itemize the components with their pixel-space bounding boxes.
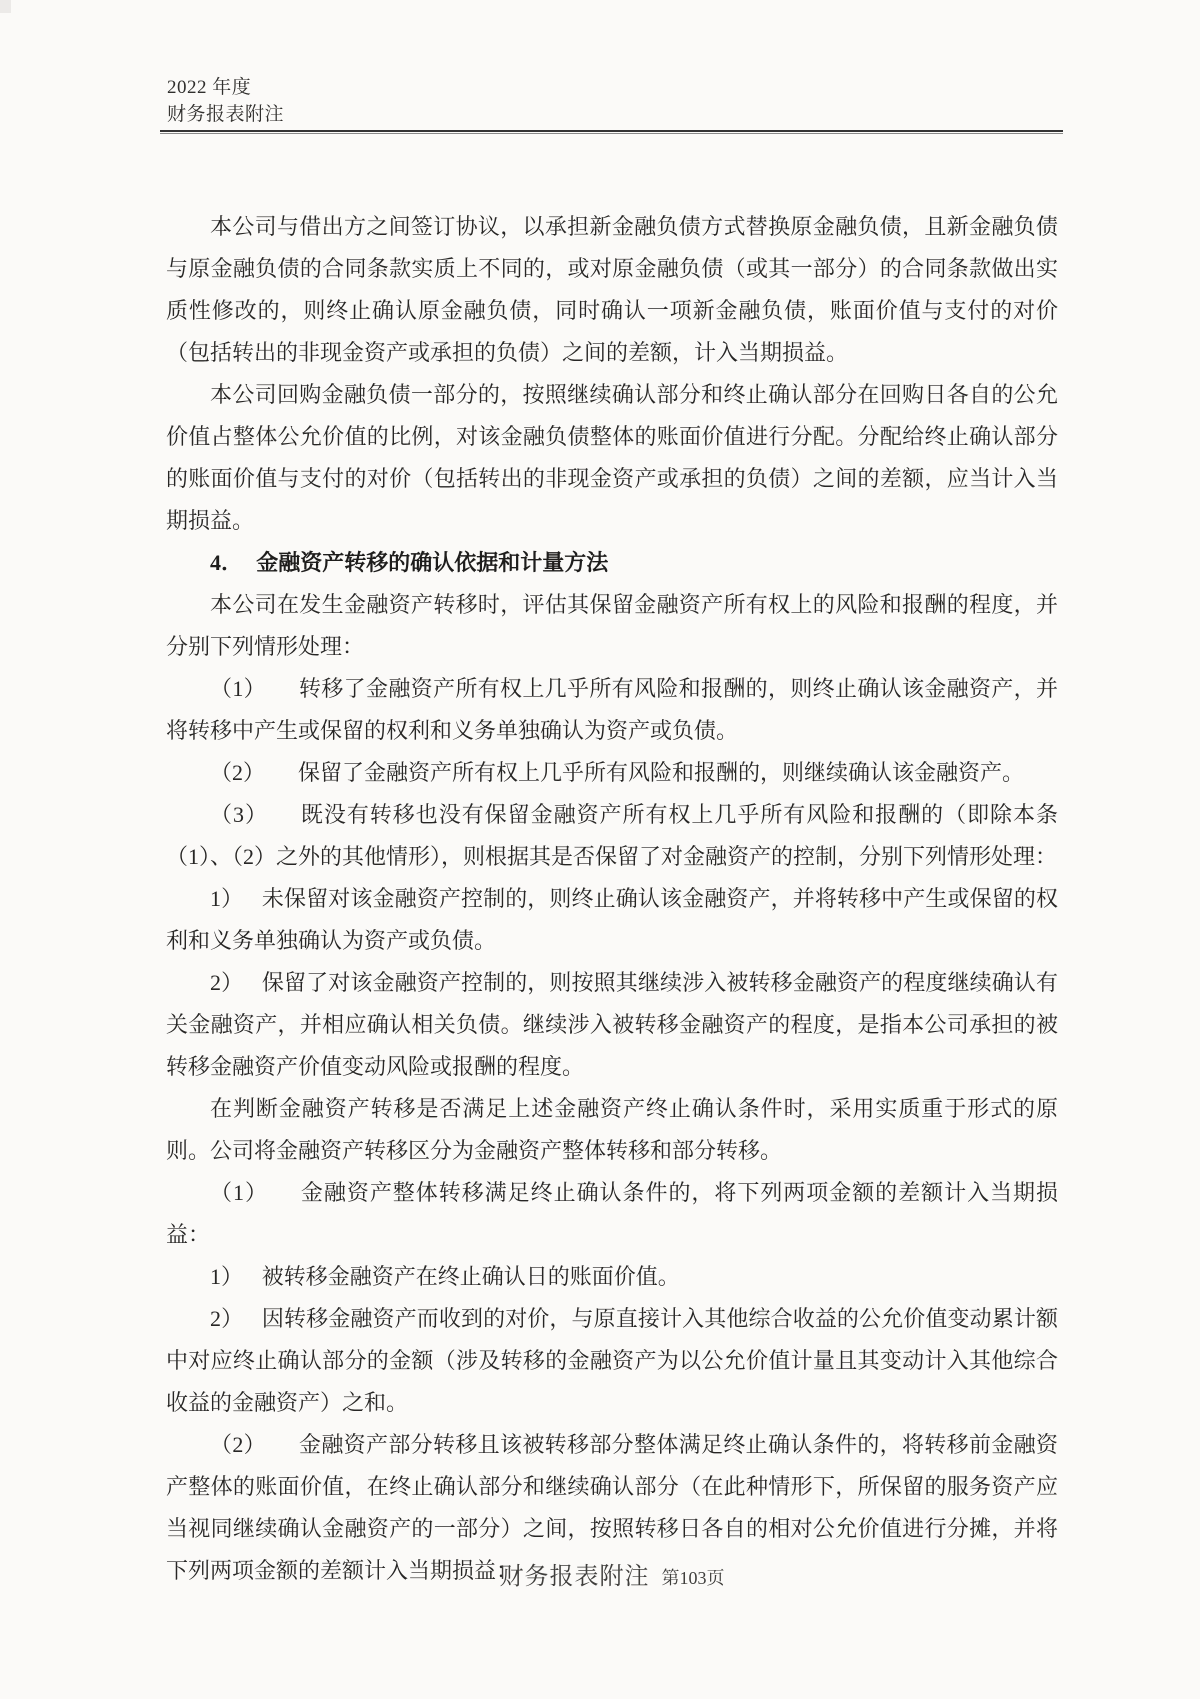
paragraph-label: 4． xyxy=(210,550,244,575)
paragraph-text: 在判断金融资产转移是否满足上述金融资产终止确认条件时，采用实质重于形式的原则。公司将金融资产转移区分为金融资产整体转移和部分转移。 xyxy=(166,1096,1058,1163)
paragraph xyxy=(166,374,1058,542)
paragraph xyxy=(166,878,1058,962)
paragraph-text: 既没有转移也没有保留金融资产所有权上几乎所有风险和报酬的（即除本条（1）、（2）之外的其他情形），则根据其是否保留了对金融资产的控制，分别下列情形处理： xyxy=(166,802,1058,869)
paragraph-text: 本公司回购金融负债一部分的，按照继续确认部分和终止确认部分在回购日各自的公允价值占整体公允价值的比例，对该金融负债整体的账面价值进行分配。分配给终止确认部分的账面价值与支付的对价（包括转出的非现金资产或承担的负债）之间的差额，应当计入当期损益。 xyxy=(166,382,1058,533)
header-title: 财务报表附注 xyxy=(167,104,285,125)
document-body xyxy=(166,206,1058,1592)
footer-doc-title: 财务报表附注 xyxy=(499,1564,650,1590)
paragraph-label: （1） xyxy=(210,1180,268,1205)
paragraph-label: 2） xyxy=(210,970,244,995)
paragraph xyxy=(166,1172,1058,1256)
paragraph-text: 保留了对该金融资产控制的，则按照其继续涉入被转移金融资产的程度继续确认有关金融资产，并相应确认相关负债。继续涉入被转移金融资产的程度，是指本公司承担的被转移金融资产价值变动风险或报酬的程度。 xyxy=(166,970,1058,1079)
paragraph xyxy=(166,1088,1058,1172)
paragraph-label: 2） xyxy=(210,1306,244,1331)
paragraph-text: 金融资产部分转移且该被转移部分整体满足终止确认条件的，将转移前金融资产整体的账面价值，在终止确认部分和继续确认部分（在此种情形下，所保留的服务资产应当视同继续确认金融资产的一部分）之间，按照转移日各自的相对公允价值进行分摊，并将下列两项金额的差额计入当期损益： xyxy=(166,1432,1058,1583)
paragraph-text: 保留了金融资产所有权上几乎所有风险和报酬的，则继续确认该金融资产。 xyxy=(298,760,1025,785)
section-heading xyxy=(166,542,1058,584)
paragraph xyxy=(166,794,1058,878)
header-year: 2022 年度 xyxy=(167,77,252,98)
paragraph xyxy=(166,584,1058,668)
paragraph-text: 金融资产整体转移满足终止确认条件的，将下列两项金额的差额计入当期损益： xyxy=(166,1180,1058,1247)
paragraph-label: （2） xyxy=(210,760,266,785)
paragraph-text: 本公司与借出方之间签订协议，以承担新金融负债方式替换原金融负债，且新金融负债与原金融负债的合同条款实质上不同的，或对原金融负债（或其一部分）的合同条款做出实质性修改的，则终止确认原金融负债，同时确认一项新金融负债，账面价值与支付的对价（包括转出的非现金资产或承担的负债）之间的差额，计入当期损益。 xyxy=(166,214,1058,365)
paragraph xyxy=(166,206,1058,374)
scan-artifact xyxy=(0,0,11,13)
page-header xyxy=(167,74,284,128)
paragraph-label: （2） xyxy=(210,1432,266,1457)
page-footer xyxy=(166,1556,1058,1591)
paragraph-text: 金融资产转移的确认依据和计量方法 xyxy=(256,550,609,575)
paragraph-text: 未保留对该金融资产控制的，则终止确认该金融资产，并将转移中产生或保留的权利和义务单独确认为资产或负债。 xyxy=(166,886,1058,953)
paragraph-label: （1） xyxy=(210,676,266,701)
paragraph-text: 转移了金融资产所有权上几乎所有风险和报酬的，则终止确认该金融资产，并将转移中产生或保留的权利和义务单独确认为资产或负债。 xyxy=(166,676,1058,743)
paragraph-text: 被转移金融资产在终止确认日的账面价值。 xyxy=(261,1264,680,1289)
paragraph-label: 1） xyxy=(210,1264,244,1289)
paragraph-label: （3） xyxy=(210,802,268,827)
paragraph xyxy=(166,668,1058,752)
header-divider xyxy=(160,130,1063,134)
paragraph xyxy=(166,1298,1058,1424)
footer-page-number: 第103页 xyxy=(661,1568,725,1588)
paragraph xyxy=(166,752,1058,794)
paragraph-text: 因转移金融资产而收到的对价，与原直接计入其他综合收益的公允价值变动累计额中对应终止确认部分的金额（涉及转移的金融资产为以公允价值计量且其变动计入其他综合收益的金融资产）之和。 xyxy=(166,1306,1058,1415)
paragraph-text: 本公司在发生金融资产转移时，评估其保留金融资产所有权上的风险和报酬的程度，并分别下列情形处理： xyxy=(166,592,1058,659)
paragraph xyxy=(166,962,1058,1088)
paragraph xyxy=(166,1256,1058,1298)
paragraph-label: 1） xyxy=(210,886,244,911)
